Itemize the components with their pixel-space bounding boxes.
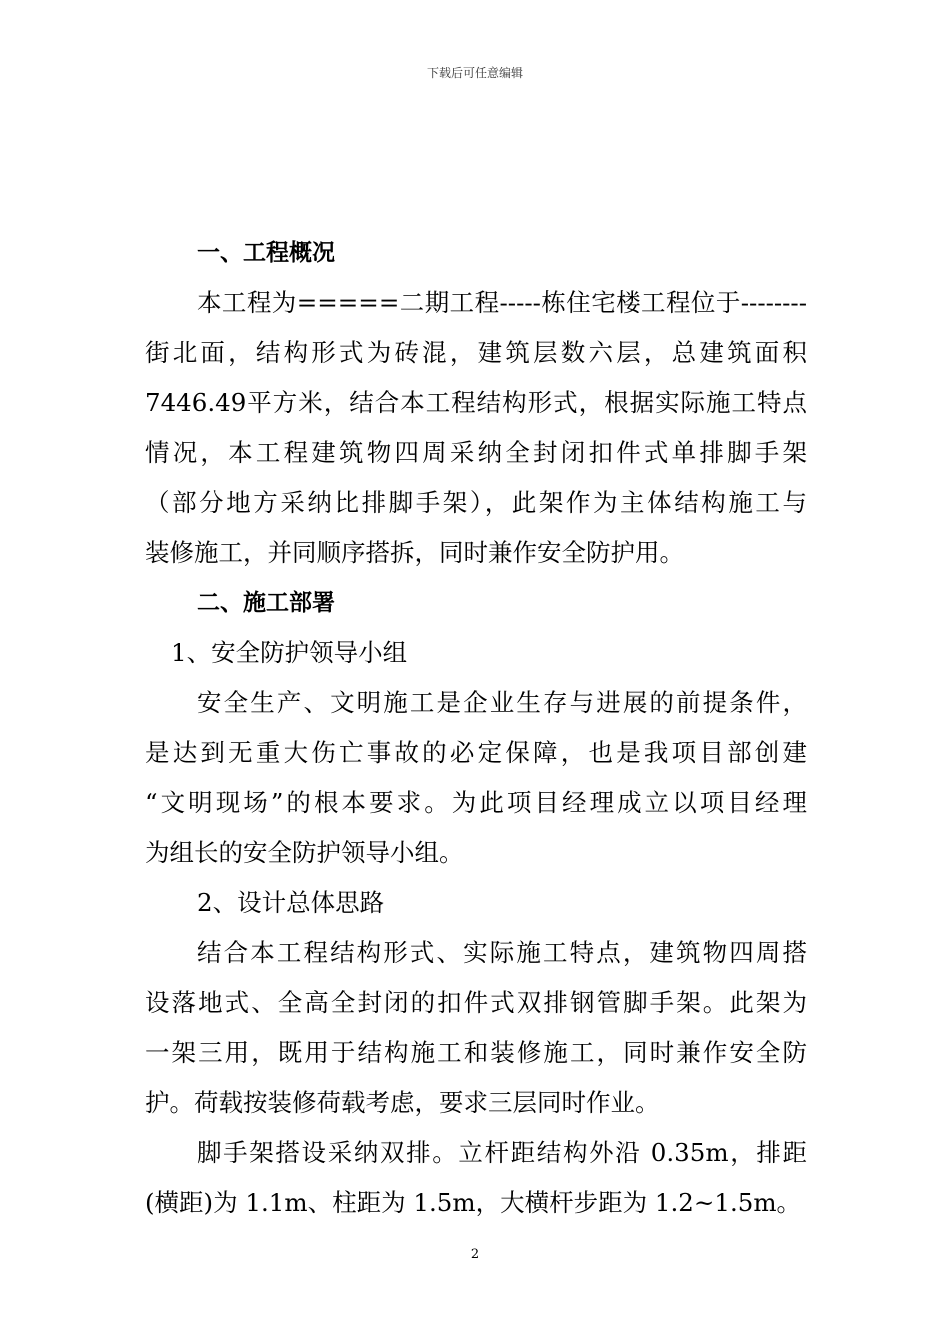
paragraph-line: (横距)为 1.1m、柱距为 1.5m，大横杆步距为 1.2~1.5m。 (145, 1188, 802, 1217)
section-heading-2: 二、施工部署 (197, 590, 335, 616)
section-heading-1: 一、工程概况 (197, 240, 335, 266)
paragraph-line: 结合本工程结构形式、实际施工特点，建筑物四周搭 (197, 938, 807, 967)
subheading-2: 2、设计总体思路 (197, 888, 385, 917)
paragraph-line: 本工程为=====二期工程-----栋住宅楼工程位于-------- (197, 288, 807, 317)
page-header: 下载后可任意编辑 (426, 66, 523, 80)
paragraph-line: 脚手架搭设采纳双排。立杆距结构外沿 0.35m，排距 (197, 1138, 807, 1167)
paragraph-line: 7446.49平方米，结合本工程结构形式，根据实际施工特点 (145, 388, 807, 417)
page-number: 2 (470, 1247, 480, 1262)
paragraph-line: 是达到无重大伤亡事故的必定保障，也是我项目部创建 (145, 738, 807, 767)
document-body (145, 228, 807, 1228)
paragraph-line: 设落地式、全高全封闭的扣件式双排钢管脚手架。此架为 (145, 988, 807, 1017)
paragraph-line: 街北面，结构形式为砖混，建筑层数六层，总建筑面积 (145, 338, 807, 367)
paragraph-line: 装修施工，并同顺序搭拆，同时兼作安全防护用。 (145, 538, 684, 567)
paragraph-line: 为组长的安全防护领导小组。 (145, 838, 464, 867)
subheading-1: 1、安全防护领导小组 (171, 638, 408, 667)
paragraph-line: 护。荷载按装修荷载考虑，要求三层同时作业。 (145, 1088, 660, 1117)
paragraph-line: 情况，本工程建筑物四周采纳全封闭扣件式单排脚手架 (145, 438, 807, 467)
paragraph-line: （部分地方采纳比排脚手架），此架作为主体结构施工与 (145, 488, 807, 517)
paragraph-line: 安全生产、文明施工是企业生存与进展的前提条件， (197, 688, 807, 717)
paragraph-line: 一架三用，既用于结构施工和装修施工，同时兼作安全防 (145, 1038, 807, 1067)
paragraph-line: “文明现场”的根本要求。为此项目经理成立以项目经理 (145, 788, 807, 817)
